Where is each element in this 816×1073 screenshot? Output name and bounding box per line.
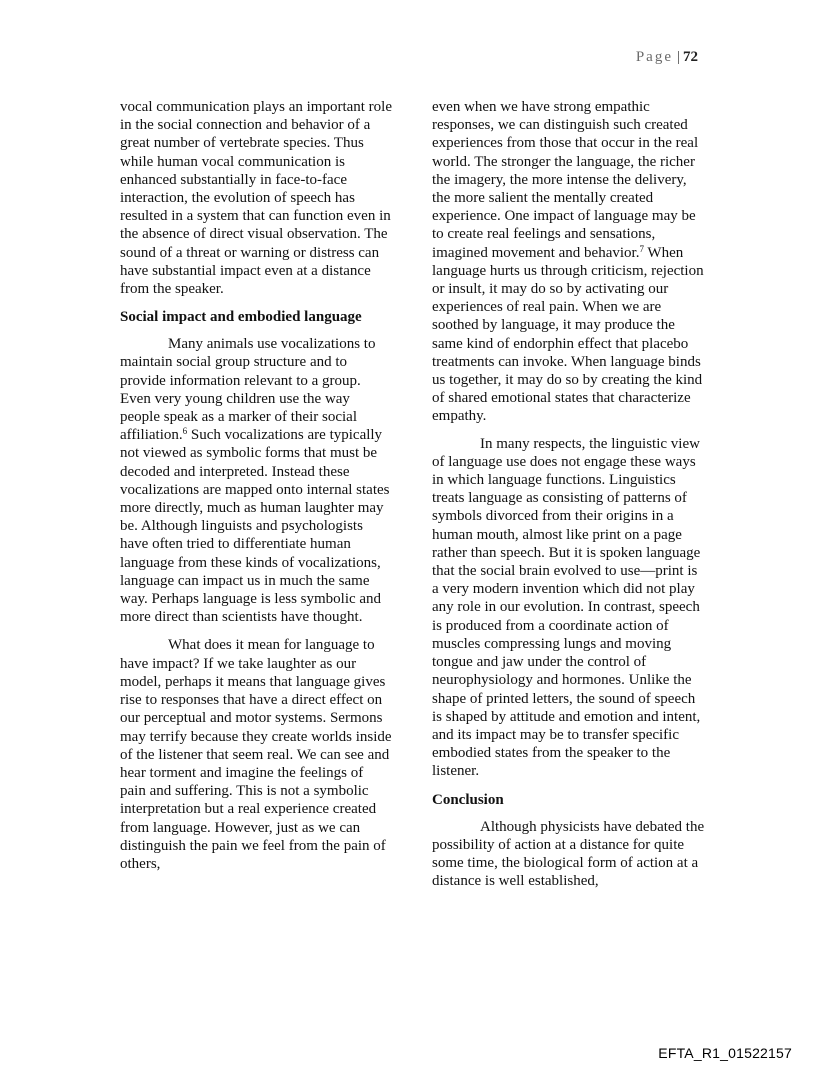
paragraph-text: even when we have strong empathic responses, we can distinguish such created experiences from those that occur in the real world. The stronger the language, the richer the imagery, the more intense the delivery, the more salient the mentally created experience. One impact of language may be to create real feelings and sensations, imagined movement and behavior. bbox=[432, 99, 699, 261]
right-column bbox=[432, 98, 706, 900]
footnote-ref: 7 bbox=[639, 243, 644, 254]
page-label: Page bbox=[635, 49, 673, 65]
paragraph: What does it mean for language to have impact? If we take laughter as our model, perhaps it means that language gives rise to responses that have a direct effect on our perceptual and motor systems. Sermons may terrify because they create worlds inside of the listener that seem real. We can see and hear torment and imagine the feelings of pain and suffering. This is not a symbolic interpretation but a real experience created from language. However, just as we can distinguish the pain we feel from the pain of others, bbox=[120, 637, 392, 872]
paragraph bbox=[120, 335, 392, 626]
page-number: 72 bbox=[683, 49, 698, 65]
section-heading: Conclusion bbox=[432, 791, 504, 808]
paragraph: In many respects, the linguistic view of language use does not engage these ways in which language functions. Linguistics treats language as consisting of patterns of symbols divorced from their origins in a human mouth, almost like print on a page rather than speech. But it is spoken language that the social brain evolved to use—print is a very modern invention which did not play any role in our evolution. In contrast, speech is produced from a coordinate action of muscles compressing lungs and moving tongue and jaw under the control of neurophysiology and hormones. Unlike the shape of printed letters, the sound of speech is shaped by attitude and emotion and intent, and its impact may be to transfer specific embodied states from the speaker to the listener. bbox=[432, 435, 701, 780]
paragraph: vocal communication plays an important role in the social connection and behavior of a great number of vertebrate species. Thus while human vocal communication is enhanced substantially in face-to-face interaction, the evolution of speech has resulted in a system that can function even in the absence of direct visual observation. The sound of a threat or warning or distress can have substantial impact even at a distance from the speaker. bbox=[120, 99, 393, 298]
paragraph bbox=[432, 98, 706, 426]
document-id: EFTA_R1_01522157 bbox=[658, 1045, 792, 1061]
paragraph-text: Such vocalizations are typically not viewed as symbolic forms that must be decoded and interpreted. Instead these vocalizations are mapped onto internal states more directly, much as human laughter may be. Although linguists and psychologists have often tried to differentiate human language from these kinds of vocalizations, language can impact us in much the same way. Perhaps language is less symbolic and more direct than scientists have thought. bbox=[120, 427, 390, 626]
paragraph-text: When language hurts us through criticism, rejection or insult, it may do so by activating our experiences of real pain. When we are soothed by language, it may produce the same kind of endorphin effect that placebo treatments can invoke. When language binds us together, it may do so by creating the kind of shared emotional states that characterize empathy. bbox=[432, 244, 704, 425]
section-heading: Social impact and embodied language bbox=[120, 309, 362, 326]
page-separator: | bbox=[676, 49, 680, 65]
page-header bbox=[636, 49, 698, 66]
footnote-ref: 6 bbox=[182, 426, 188, 437]
paragraph-text: Many animals use vocalizations to maintain social group structure and to provide information relevant to a group. Even very young children use the way people speak as a marker of their social affiliation. bbox=[120, 336, 376, 444]
left-column bbox=[120, 98, 392, 883]
paragraph: Although physicists have debated the possibility of action at a distance for quite some time, the biological form of action at a distance is well established, bbox=[432, 818, 705, 890]
